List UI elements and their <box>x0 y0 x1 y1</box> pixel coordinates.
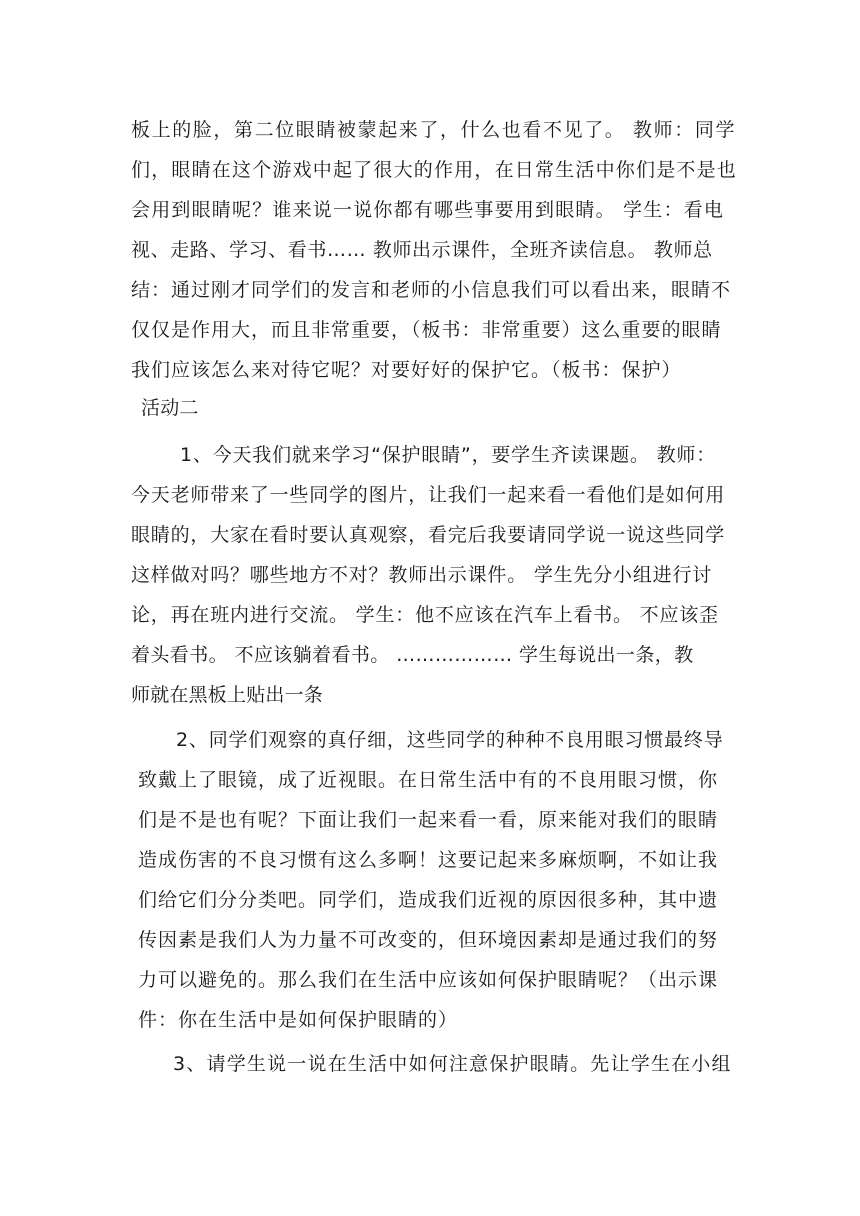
text-line: 3、请学生说一说在生活中如何注意保护眼睛。先让学生在小组 <box>173 1053 732 1075</box>
text-line: 传因素是我们人为力量不可改变的，但环境因素却是通过我们的努 <box>138 929 719 951</box>
text-line: 力可以避免的。那么我们在生活中应该如何保护眼睛呢？（出示课 <box>138 969 719 991</box>
text-line: 仅仅是作用大，而且非常重要，（板书：非常重要）这么重要的眼睛 <box>131 319 722 341</box>
text-line: 论，再在班内进行交流。 学生：他不应该在汽车上看书。 不应该歪 <box>131 604 719 626</box>
section-heading: 活动二 <box>141 397 199 419</box>
text-line: 着头看书。 不应该躺着看书。 ……………… 学生每说出一条，教 <box>131 644 694 666</box>
text-line: 会用到眼睛呢？谁来说一说你都有哪些事要用到眼睛。 学生：看电 <box>131 199 725 221</box>
text-line: 造成伤害的不良习惯有这么多啊！这要记起来多麻烦啊，不如让我 <box>138 849 719 871</box>
text-line: 1、今天我们就来学习“保护眼睛”，要学生齐读课题。 教师： <box>180 444 717 466</box>
text-line: 们，眼睛在这个游戏中起了很大的作用，在日常生活中你们是不是也 <box>131 159 738 181</box>
text-line: 师就在黑板上贴出一条 <box>131 684 324 706</box>
text-line: 们是不是也有呢？下面让我们一起来看一看，原来能对我们的眼睛 <box>138 809 719 831</box>
text-line: 今天老师带来了一些同学的图片，让我们一起来看一看他们是如何用 <box>131 484 726 506</box>
text-line: 板上的脸，第二位眼睛被蒙起来了，什么也看不见了。 教师：同学 <box>131 119 737 141</box>
text-line: 致戴上了眼镜，成了近视眼。在日常生活中有的不良用眼习惯，你 <box>138 769 719 791</box>
text-line: 件：你在生活中是如何保护眼睛的） <box>138 1009 459 1031</box>
text-line: 这样做对吗？哪些地方不对？教师出示课件。 学生先分小组进行讨 <box>131 564 713 586</box>
text-line: 我们应该怎么来对待它呢？对要好好的保护它。（板书：保护） <box>131 359 682 381</box>
text-line: 视、走路、学习、看书…… 教师出示课件，全班齐读信息。 教师总 <box>131 239 713 261</box>
text-line: 结：通过刚才同学们的发言和老师的小信息我们可以看出来，眼睛不 <box>131 279 732 301</box>
text-line: 们给它们分分类吧。同学们，造成我们近视的原因很多种，其中遗 <box>138 889 719 911</box>
text-line: 2、同学们观察的真仔细，这些同学的种种不良用眼习惯最终导 <box>176 729 724 751</box>
text-line: 眼睛的，大家在看时要认真观察，看完后我要请同学说一说这些同学 <box>131 524 726 546</box>
